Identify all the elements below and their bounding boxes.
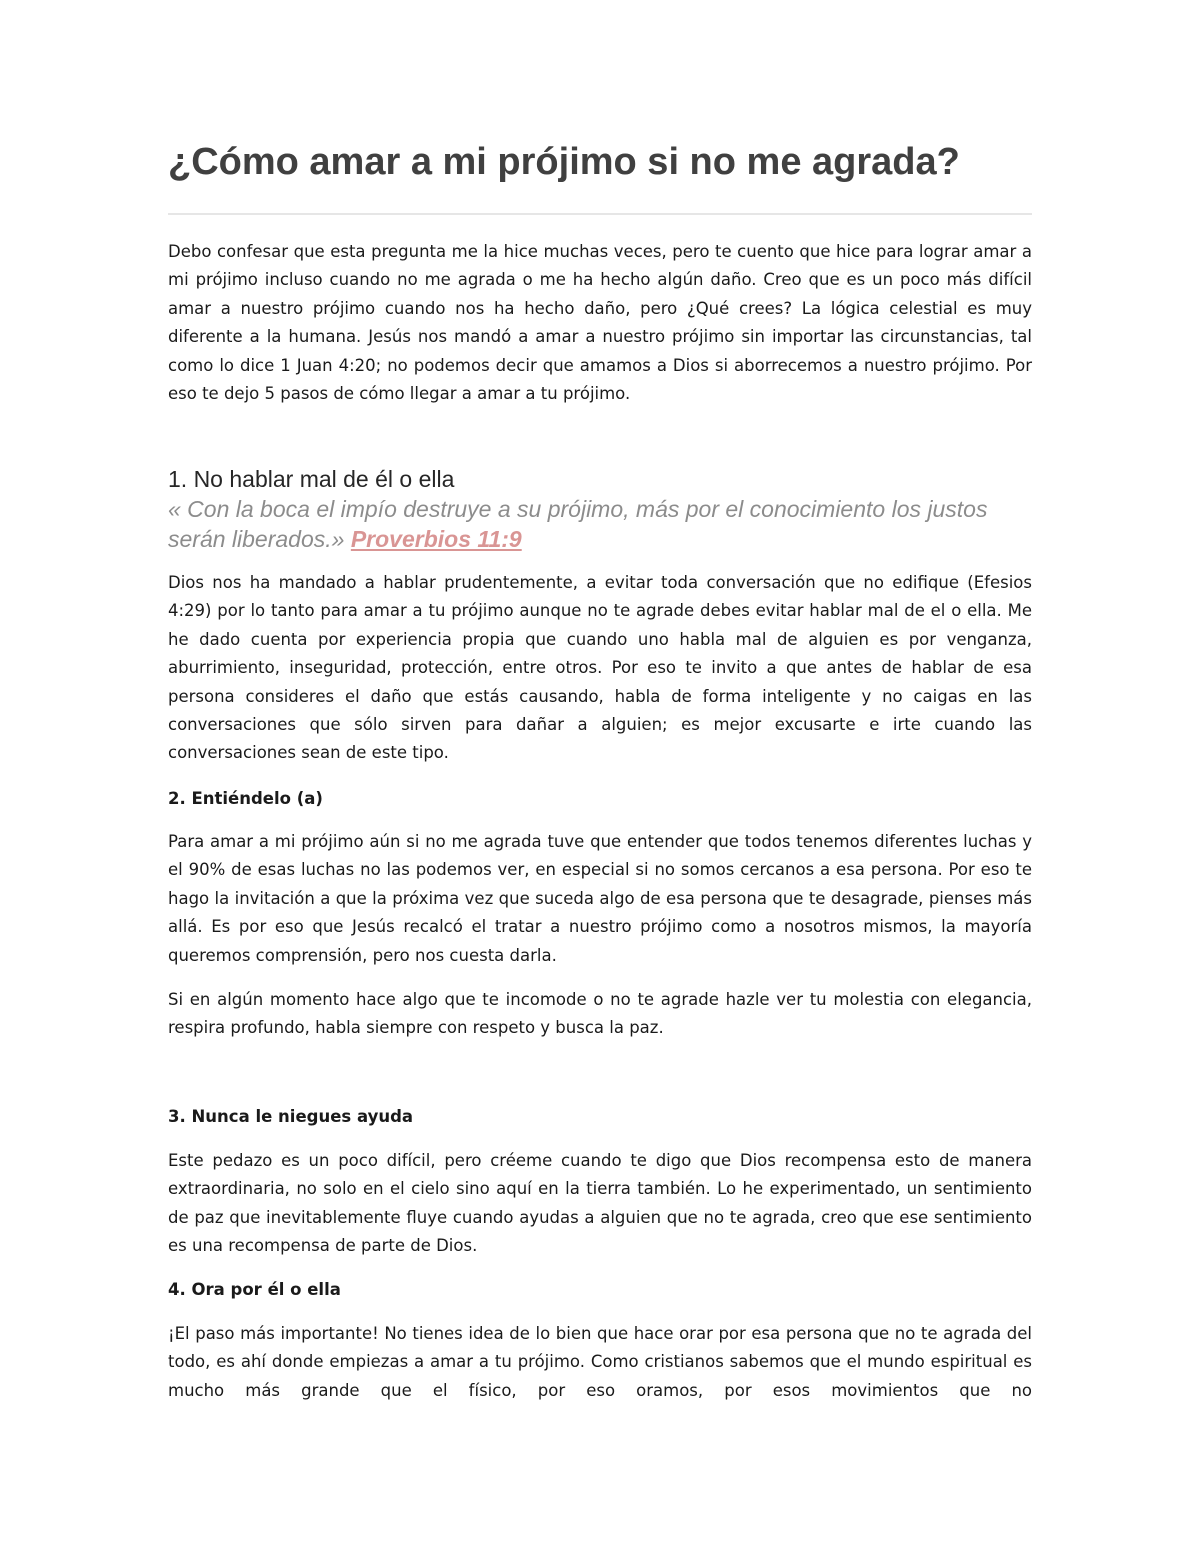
section-4-body: ¡El paso más importante! No tienes idea de lo bien que hace orar por esa persona que no te agrada del todo, es ahí donde empiezas a amar a tu prójimo. Como cristianos sabemos que el mundo espiritual es mucho más grande que el físico, por eso oramos, por esos movimientos que no — [168, 1324, 1032, 1400]
section-2-body-2: Si en algún momento hace algo que te incomode o no te agrade hazle ver tu molestia con elegancia, respira profundo, habla siempre con respeto y busca la paz. — [168, 990, 1032, 1038]
section-2-heading: 2. Entiéndelo (a) — [168, 789, 323, 808]
intro-paragraph: Debo confesar que esta pregunta me la hice muchas veces, pero te cuento que hice para lograr amar a mi prójimo incluso cuando no me agrada o me ha hecho algún daño. Creo que es un poco más difícil amar a nuestro prójimo cuando nos ha hecho daño, pero ¿Qué crees? La lógica celestial es muy diferente a la humana. Jesús nos mandó a amar a nuestro prójimo sin importar las circunstancias, tal como lo dice 1 Juan 4:20; no podemos decir que amamos a Dios si aborrecemos a nuestro prójimo. Por eso te dejo 5 pasos de cómo llegar a amar a tu prójimo. — [168, 242, 1032, 404]
page-title: ¿Cómo amar a mi prójimo si no me agrada? — [168, 141, 960, 183]
section-1-quote — [168, 494, 1032, 554]
quote-reference-link[interactable]: Proverbios 11:9 — [350, 526, 522, 552]
section-3-heading: 3. Nunca le niegues ayuda — [168, 1107, 414, 1126]
section-3-body: Este pedazo es un poco difícil, pero créeme cuando te digo que Dios recompensa esto de manera extraordinaria, no solo en el cielo sino aquí en la tierra también. Lo he experimentado, un sentimiento de paz que inevitablemente fluye cuando ayudas a alguien que no te agrada, creo que ese sentimiento es una recompensa de parte de Dios. — [168, 1151, 1032, 1256]
section-1-body: Dios nos ha mandado a hablar prudentemente, a evitar toda conversación que no edifique (Efesios 4:29) por lo tanto para amar a tu prójimo aunque no te agrade debes evitar hablar mal de el o ella. Me he dado cuenta por experiencia propia que cuando uno habla mal de alguien es por venganza, aburrimiento, inseguridad, protección, entre otros. Por eso te invito a que antes de hablar de esa persona consideres el daño que estás causando, habla de forma inteligente y no caigas en las conversaciones que sólo sirven para dañar a alguien; es mejor excusarte e irte cuando las conversaciones sean de este tipo. — [168, 573, 1032, 763]
title-divider — [168, 213, 1032, 215]
section-4-heading: 4. Ora por él o ella — [168, 1280, 341, 1299]
quote-text: « Con la boca el impío destruye a su prójimo, más por el conocimiento los justos serán liberados.» — [168, 496, 988, 552]
section-2-body-1: Para amar a mi prójimo aún si no me agrada tuve que entender que todos tenemos diferentes luchas y el 90% de esas luchas no las podemos ver, en especial si no somos cercanos a esa persona. Por eso te hago la invitación a que la próxima vez que suceda algo de esa persona que te desagrade, pienses más allá. Es por eso que Jesús recalcó el tratar a nuestro prójimo como a nosotros mismos, la mayoría queremos comprensión, pero nos cuesta darla. — [168, 832, 1032, 965]
section-1-heading: 1. No hablar mal de él o ella — [168, 466, 455, 492]
